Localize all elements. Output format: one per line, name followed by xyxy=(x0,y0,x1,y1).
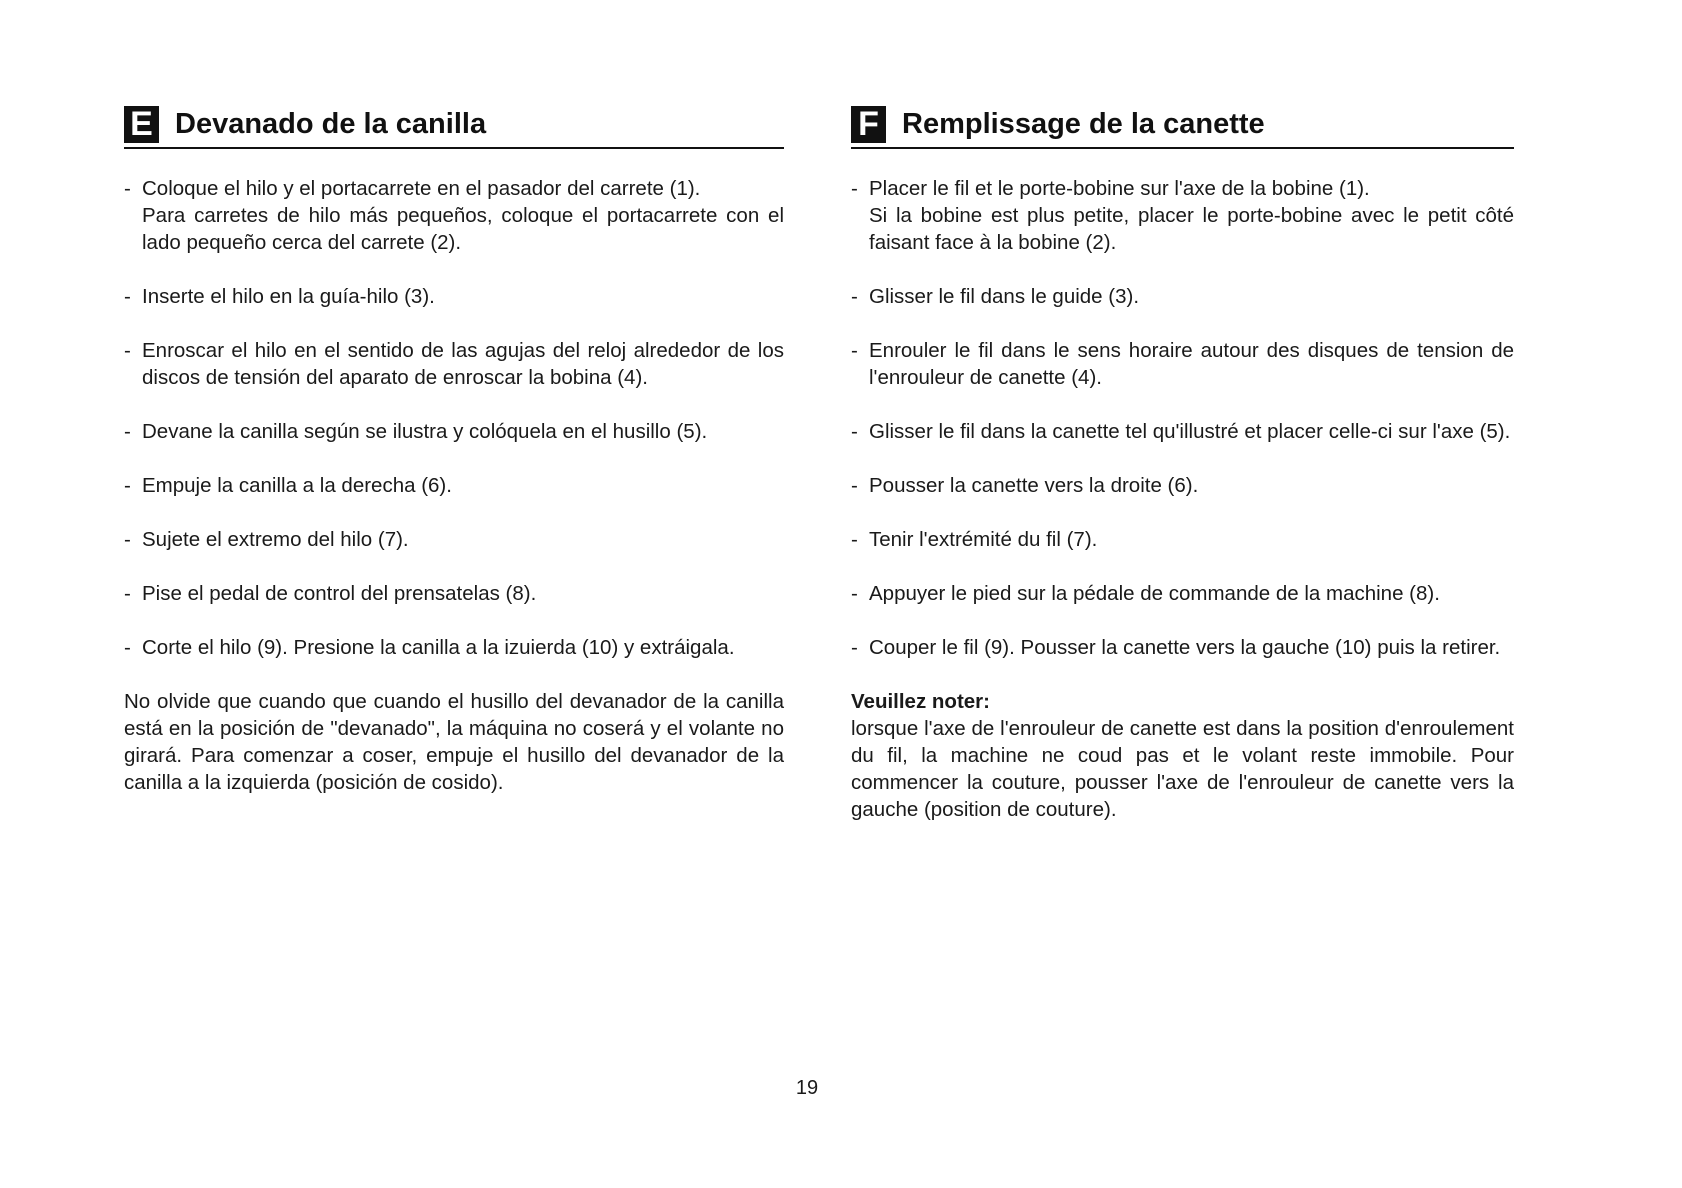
section-title-fr: Remplissage de la canette xyxy=(902,107,1265,140)
steps-list-es xyxy=(124,175,784,661)
step-text: Inserte el hilo en la guía-hilo (3). xyxy=(142,285,435,308)
step-fr-2 xyxy=(851,283,1514,310)
note-paragraph-fr xyxy=(851,688,1514,823)
step-text: Sujete el extremo del hilo (7). xyxy=(142,528,409,551)
step-es-7 xyxy=(124,580,784,607)
step-fr-8 xyxy=(851,634,1514,661)
step-dash: - xyxy=(124,474,131,497)
step-dash: - xyxy=(851,177,858,200)
step-text: Appuyer le pied sur la pédale de commande de la machine (8). xyxy=(869,582,1440,605)
step-dash: - xyxy=(124,636,131,659)
note-paragraph-es: No olvide que cuando que cuando el husillo del devanador de la canilla está en la posición de "devanado", la máquina no coserá y el volante no girará. Para comenzar a coser, empuje el husillo del devanador de la canilla a la izquierda (posición de cosido). xyxy=(124,690,784,794)
steps-list-fr xyxy=(851,175,1514,661)
step-text: Pise el pedal de control del prensatelas (8). xyxy=(142,582,537,605)
step-dash: - xyxy=(851,528,858,551)
step-text: Corte el hilo (9). Presione la canilla a la izuierda (10) y extráigala. xyxy=(142,636,735,659)
step-dash: - xyxy=(124,582,131,605)
step-dash: - xyxy=(851,285,858,308)
step-dash: - xyxy=(851,420,858,443)
step-fr-4 xyxy=(851,418,1514,445)
step-dash: - xyxy=(124,177,131,200)
note-title-fr: Veuillez noter: xyxy=(851,690,990,713)
step-text: Enroscar el hilo en el sentido de las agujas del reloj alrededor de los discos de tensión del aparato de enroscar la bobina (4). xyxy=(142,339,784,389)
step-es-3 xyxy=(124,337,784,391)
section-header-es xyxy=(124,103,784,149)
note-text-fr: lorsque l'axe de l'enrouleur de canette est dans la position d'enroulement du fil, la machine ne coud pas et le volant reste immobile. Pour commencer la couture, pousser l'axe de l'enrouleur de canette vers la gauche (position de couture). xyxy=(851,717,1514,821)
step-fr-7 xyxy=(851,580,1514,607)
step-text: Devane la canilla según se ilustra y colóquela en el husillo (5). xyxy=(142,420,708,443)
step-fr-3 xyxy=(851,337,1514,391)
section-letter-badge-es: E xyxy=(124,106,159,143)
step-text: Empuje la canilla a la derecha (6). xyxy=(142,474,452,497)
step-text: Enrouler le fil dans le sens horaire autour des disques de tension de l'enrouleur de canette (4). xyxy=(869,339,1514,389)
step-fr-1 xyxy=(851,175,1514,256)
step-dash: - xyxy=(124,339,131,362)
step-text: Tenir l'extrémité du fil (7). xyxy=(869,528,1098,551)
step-text xyxy=(869,175,1514,256)
step-line: Si la bobine est plus petite, placer le porte-bobine avec le petit côté faisant face à la bobine (2). xyxy=(869,204,1514,254)
spanish-column xyxy=(124,103,784,796)
section-letter-badge-fr: F xyxy=(851,106,886,143)
step-text: Glisser le fil dans le guide (3). xyxy=(869,285,1140,308)
step-es-2 xyxy=(124,283,784,310)
step-es-6 xyxy=(124,526,784,553)
step-line: Placer le fil et le porte-bobine sur l'axe de la bobine (1). xyxy=(869,177,1370,200)
step-line: Coloque el hilo y el portacarrete en el pasador del carrete (1). xyxy=(142,177,701,200)
step-dash: - xyxy=(851,582,858,605)
step-dash: - xyxy=(124,285,131,308)
step-text: Couper le fil (9). Pousser la canette vers la gauche (10) puis la retirer. xyxy=(869,636,1501,659)
step-dash: - xyxy=(851,474,858,497)
step-es-5 xyxy=(124,472,784,499)
step-es-1 xyxy=(124,175,784,256)
step-es-8 xyxy=(124,634,784,661)
step-dash: - xyxy=(851,339,858,362)
section-header-fr xyxy=(851,103,1514,149)
section-title-es: Devanado de la canilla xyxy=(175,107,487,140)
step-fr-5 xyxy=(851,472,1514,499)
step-dash: - xyxy=(124,528,131,551)
step-line: Para carretes de hilo más pequeños, coloque el portacarrete con el lado pequeño cerca del carrete (2). xyxy=(142,204,784,254)
step-fr-6 xyxy=(851,526,1514,553)
step-dash: - xyxy=(851,636,858,659)
step-text: Pousser la canette vers la droite (6). xyxy=(869,474,1199,497)
step-text xyxy=(142,175,784,256)
french-column xyxy=(851,103,1514,823)
step-text: Glisser le fil dans la canette tel qu'illustré et placer celle-ci sur l'axe (5). xyxy=(869,420,1511,443)
page-number: 19 xyxy=(795,1077,819,1099)
step-dash: - xyxy=(124,420,131,443)
step-es-4 xyxy=(124,418,784,445)
